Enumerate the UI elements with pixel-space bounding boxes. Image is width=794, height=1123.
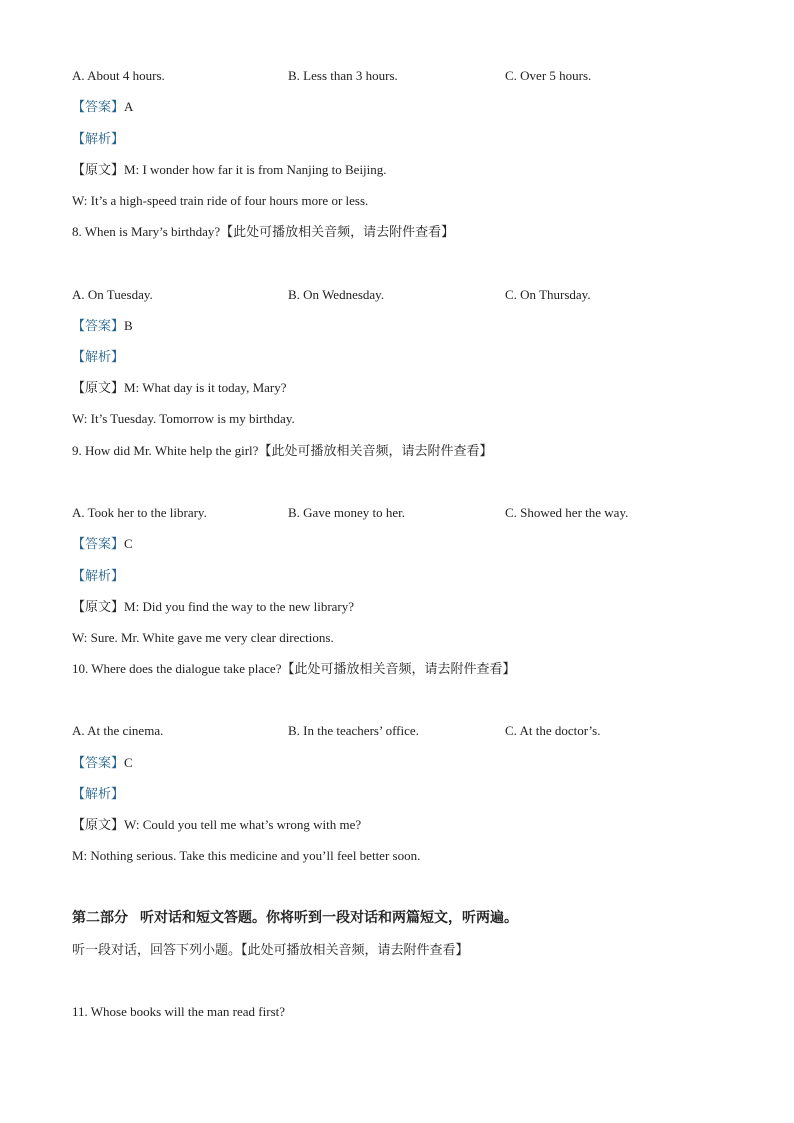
q7-option-b: B. Less than 3 hours. [288,68,398,83]
q10-option-a: A. At the cinema. [72,723,164,738]
part2-sub-instruction: 听一段对话，回答下列小题。【此处可播放相关音频，请去附件查看】 [72,942,469,957]
q10-answer-row [72,755,133,771]
audio-note[interactable]: 【此处可播放相关音频，请去附件查看】 [241,942,469,957]
q10-answer-value: C [124,755,133,770]
q9-option-a: A. Took her to the library. [72,505,207,520]
q9-transcript-line-2: W: Sure. Mr. White gave me very clear directions. [72,630,334,645]
source-label: 【原文】 [72,162,125,177]
q8-analysis-row [72,349,124,365]
q7-option-a: A. About 4 hours. [72,68,165,83]
audio-note[interactable]: 【此处可播放相关音频，请去附件查看】 [220,224,455,239]
q7-answer-value: A [124,99,134,114]
answer-label: 【答案】 [72,536,125,551]
q10-analysis-row [72,786,124,802]
q7-analysis-row [72,131,124,147]
q8-option-a: A. On Tuesday. [72,287,153,302]
q8-option-c: C. On Thursday. [505,287,591,302]
q8-option-b: B. On Wednesday. [288,287,385,302]
part2-heading: 第二部分 听对话和短文答题。你将听到一段对话和两篇短文，听两遍。 [72,911,518,926]
audio-note[interactable]: 【此处可播放相关音频，请去附件查看】 [258,443,493,458]
answer-label: 【答案】 [72,318,125,333]
q8-question: 8. When is Mary’s birthday?【此处可播放相关音频，请去附件查看】 [72,224,455,239]
analysis-label: 【解析】 [72,131,125,146]
analysis-label: 【解析】 [72,349,125,364]
q7-transcript-line-1: 【原文】M: I wonder how far it is from Nanjing to Beijing. [72,162,387,177]
q7-transcript-line-2: W: It’s a high-speed train ride of four hours more or less. [72,193,369,208]
answer-label: 【答案】 [72,755,125,770]
q8-answer-row [72,318,133,334]
q9-transcript-line-1: 【原文】M: Did you find the way to the new library? [72,599,355,614]
q10-transcript-line-2: M: Nothing serious. Take this medicine and you’ll feel better soon. [72,848,421,863]
q10-option-c: C. At the doctor’s. [505,723,601,738]
q8-answer-value: B [124,318,133,333]
answer-label: 【答案】 [72,99,125,114]
analysis-label: 【解析】 [72,568,125,583]
q9-analysis-row [72,568,124,584]
q9-question: 9. How did Mr. White help the girl?【此处可播放相关音频，请去附件查看】 [72,443,493,458]
q10-option-b: B. In the teachers’ office. [288,723,419,738]
analysis-label: 【解析】 [72,786,125,801]
source-label: 【原文】 [72,380,125,395]
q11-question: 11. Whose books will the man read first? [72,1004,286,1019]
q10-question: 10. Where does the dialogue take place?【此处可播放相关音频，请去附件查看】 [72,661,516,676]
q9-answer-row [72,536,133,552]
q9-option-c: C. Showed her the way. [505,505,629,520]
q10-transcript-line-1: 【原文】W: Could you tell me what’s wrong with me? [72,817,362,832]
source-label: 【原文】 [72,817,125,832]
q9-option-b: B. Gave money to her. [288,505,405,520]
q8-transcript-line-1: 【原文】M: What day is it today, Mary? [72,380,287,395]
source-label: 【原文】 [72,599,125,614]
q9-answer-value: C [124,536,133,551]
q7-answer-row [72,99,133,115]
q8-transcript-line-2: W: It’s Tuesday. Tomorrow is my birthday. [72,411,295,426]
q7-option-c: C. Over 5 hours. [505,68,592,83]
audio-note[interactable]: 【此处可播放相关音频，请去附件查看】 [281,661,516,676]
